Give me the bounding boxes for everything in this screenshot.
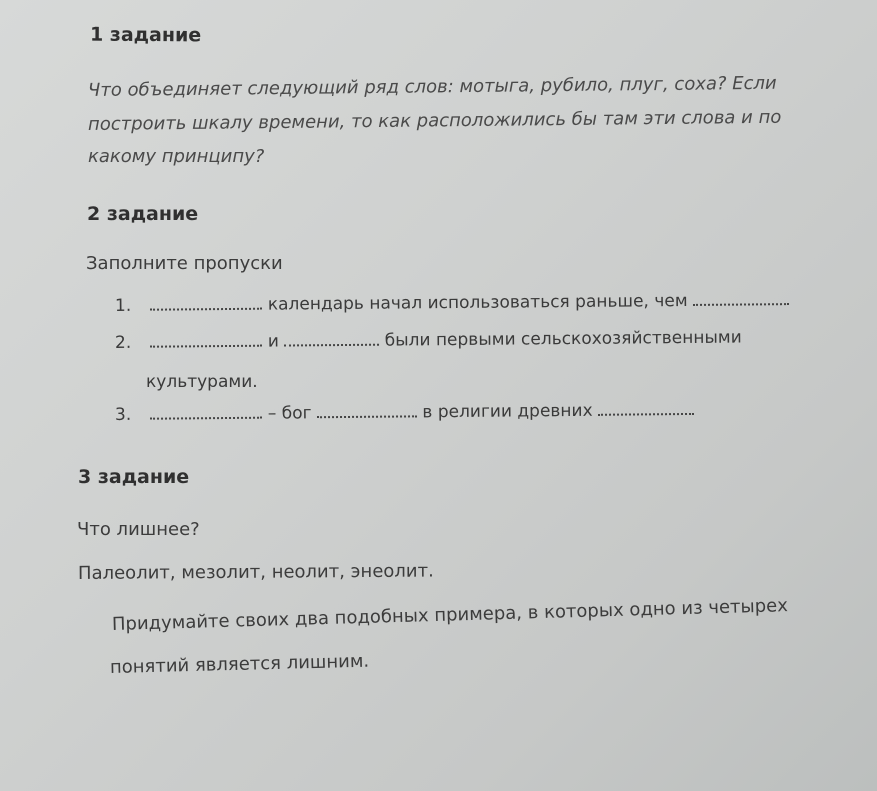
task2-item-2-continuation: культурами.	[146, 372, 258, 392]
blank-field[interactable]	[693, 291, 789, 306]
blank-field[interactable]	[150, 405, 262, 420]
blank-field[interactable]	[150, 296, 262, 311]
blank-field[interactable]	[598, 401, 694, 416]
task3-heading: 3 задание	[78, 466, 190, 488]
item-text: в религии древних	[422, 400, 593, 423]
item-text: были первыми сельскохозяйственными	[384, 327, 742, 351]
task2-item-2	[115, 328, 742, 353]
task1-heading: 1 задание	[89, 23, 202, 47]
task1-line-3: какому принципу?	[88, 146, 265, 167]
task3-prompt-line-1: Придумайте своих два подобных примера, в которых одно из четырех	[111, 595, 789, 635]
item-text: календарь начал использоваться раньше, чем	[267, 291, 688, 315]
task2-instruction: Заполните пропуски	[86, 253, 283, 274]
item-text: – бог	[267, 403, 312, 424]
task1-line-2: построить шкалу времени, то как расположились бы там эти слова и по	[87, 106, 782, 135]
blank-field[interactable]	[150, 333, 262, 348]
blank-field[interactable]	[317, 403, 417, 418]
task3-word-list: Палеолит, мезолит, неолит, энеолит.	[77, 560, 434, 584]
item-number: 3.	[114, 404, 132, 425]
task1-line-1: Что объединяет следующий ряд слов: мотыга, рубило, плуг, соха? Если	[87, 72, 777, 101]
item-number: 1.	[114, 295, 132, 316]
task2-item-3	[115, 400, 694, 425]
task3-question: Что лишнее?	[77, 519, 200, 540]
item-number: 2.	[114, 332, 132, 353]
item-text: и	[267, 331, 279, 352]
blank-field[interactable]	[284, 332, 379, 347]
task2-item-1	[115, 290, 789, 316]
task2-heading: 2 задание	[87, 203, 199, 225]
task3-prompt-line-2: понятий является лишним.	[109, 650, 370, 678]
